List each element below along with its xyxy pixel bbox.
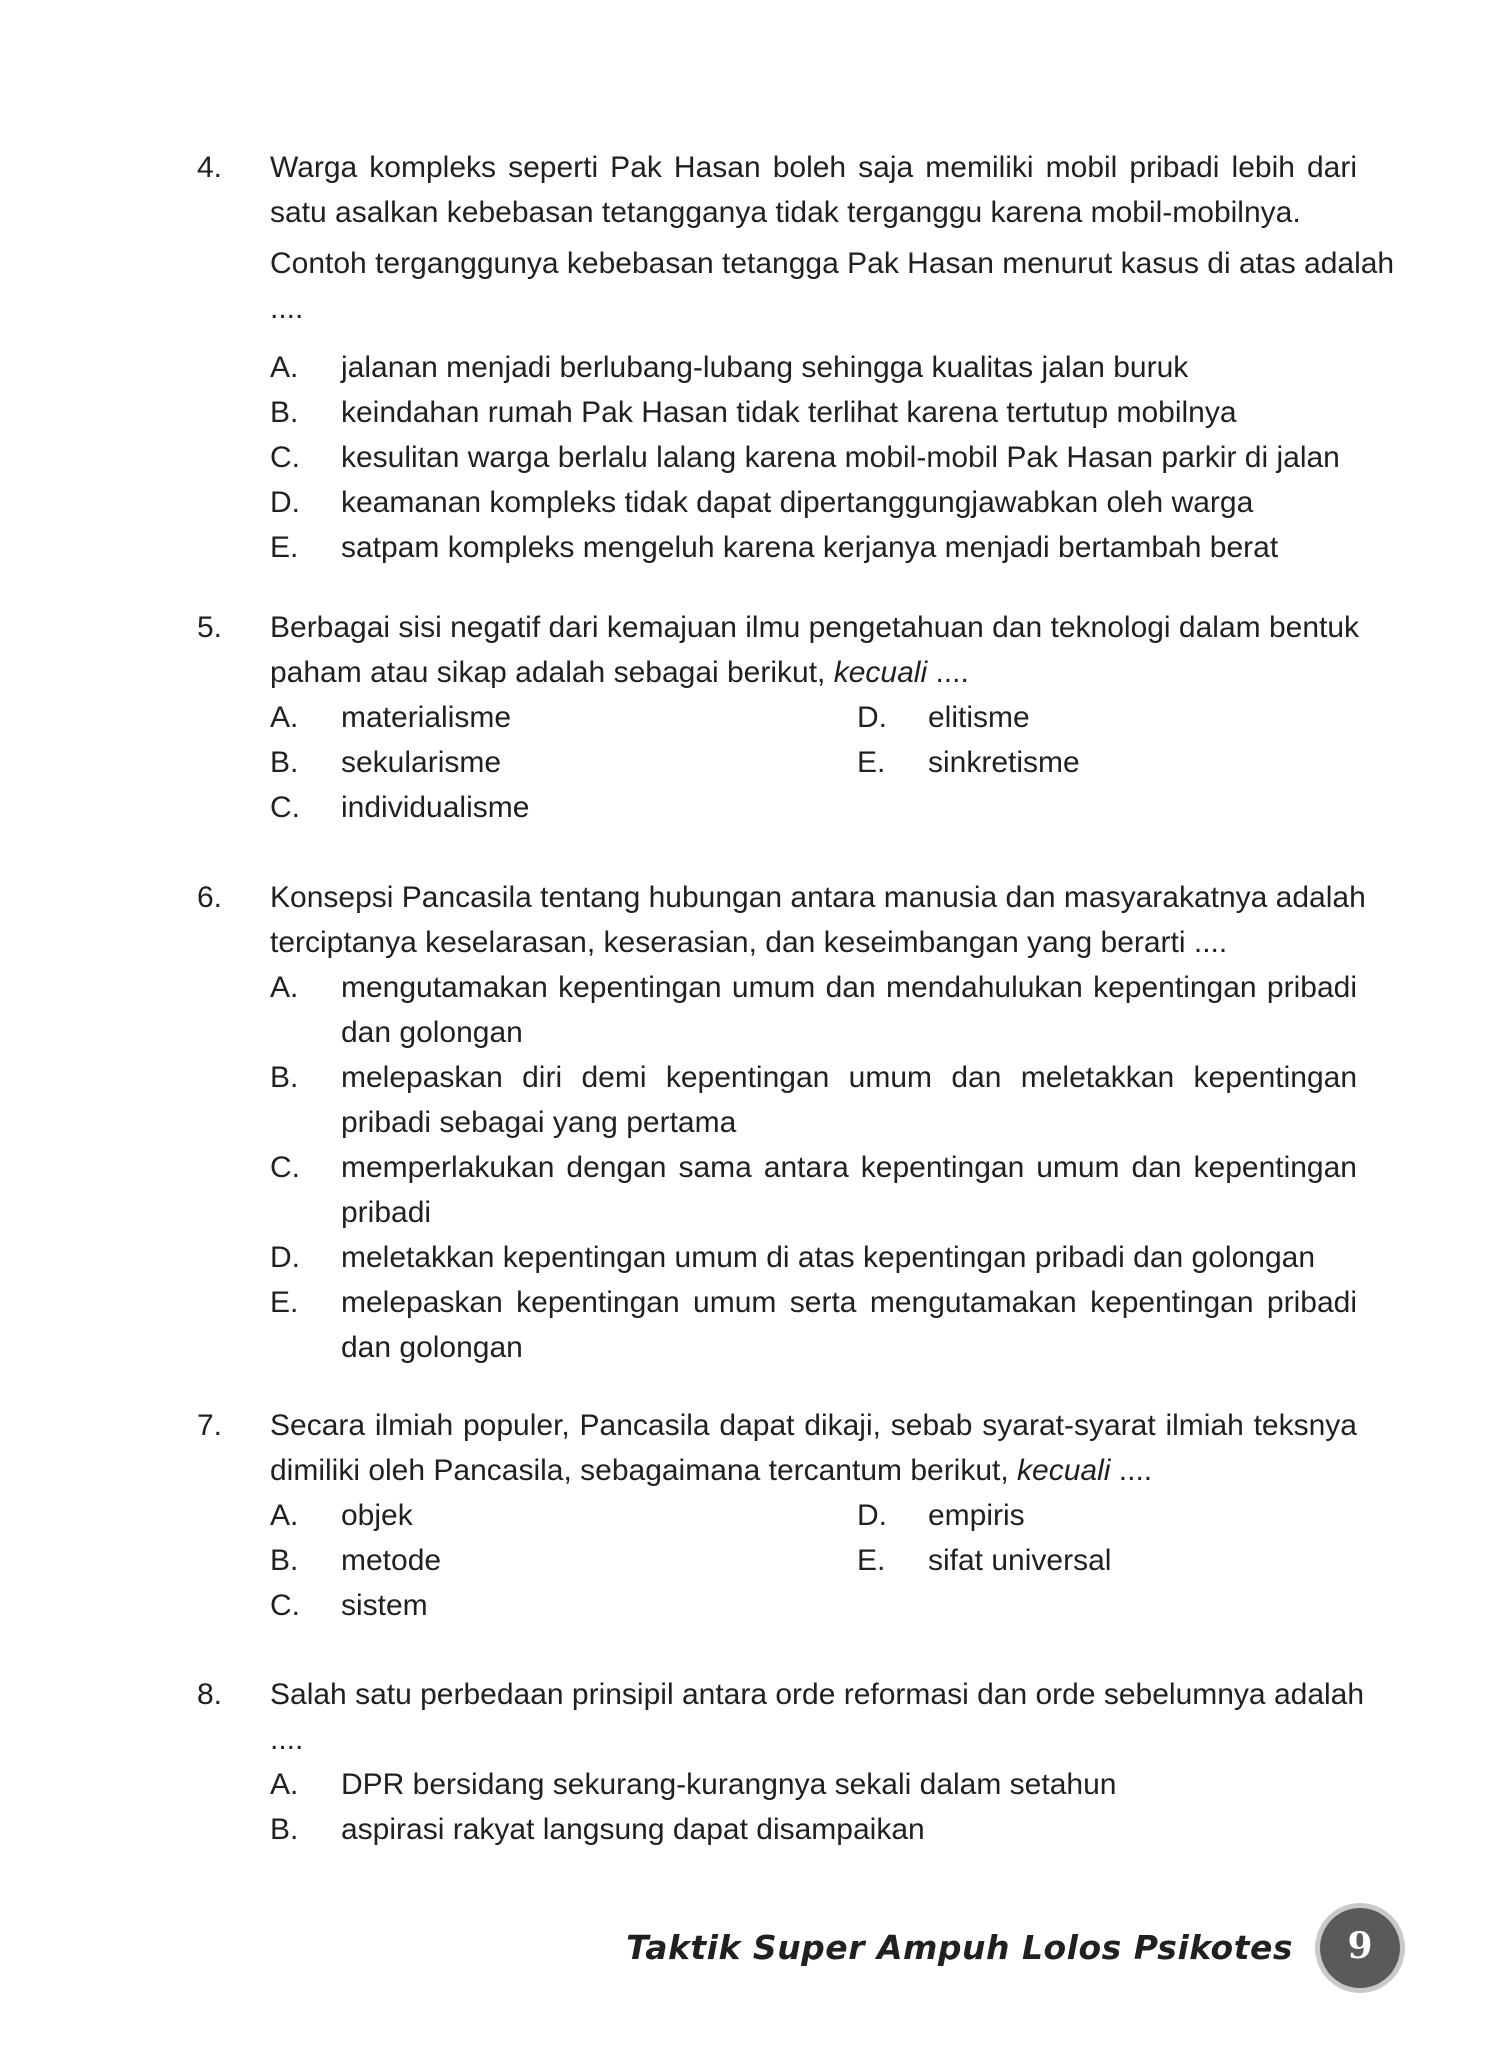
option-text: sekularisme bbox=[341, 746, 502, 779]
option-letter: A. bbox=[270, 351, 299, 384]
option-b[interactable] bbox=[270, 390, 1357, 435]
option-text: memperlakukan dengan sama antara kepentingan umum dan kepentingan bbox=[341, 1151, 1357, 1184]
question-7-line-1 bbox=[197, 1403, 1357, 1448]
option-text: aspirasi rakyat langsung dapat disampaikan bbox=[341, 1813, 925, 1846]
book-title: Taktik Super Ampuh Lolos Psikotes bbox=[626, 1928, 1293, 1967]
question-4-line-2 bbox=[197, 190, 1357, 235]
option-letter: C. bbox=[270, 1151, 300, 1184]
option-text: melepaskan kepentingan umum serta mengutamakan kepentingan pribadi bbox=[341, 1286, 1357, 1319]
question-4-line-1 bbox=[197, 145, 1357, 190]
option-letter: D. bbox=[857, 701, 887, 734]
question-text: Warga kompleks seperti Pak Hasan boleh saja memiliki mobil pribadi lebih dari bbox=[270, 151, 1357, 184]
question-4-line-4 bbox=[197, 286, 1357, 331]
question-8-line-2 bbox=[197, 1717, 1357, 1762]
question-6-line-1 bbox=[197, 875, 1366, 920]
option-letter: B. bbox=[270, 746, 299, 779]
option-text: dan golongan bbox=[341, 1331, 523, 1364]
answer-options bbox=[270, 345, 1357, 570]
question-text-part: .... bbox=[1110, 1454, 1153, 1487]
option-d[interactable] bbox=[270, 1235, 1357, 1280]
option-letter: B. bbox=[270, 1813, 299, 1846]
question-text: .... bbox=[270, 1723, 304, 1756]
option-text: metode bbox=[341, 1544, 442, 1577]
option-letter: A. bbox=[270, 971, 299, 1004]
page-number: 9 bbox=[1347, 1925, 1373, 1967]
option-b[interactable] bbox=[270, 1807, 1357, 1852]
option-letter: D. bbox=[270, 1241, 300, 1274]
option-letter: A. bbox=[270, 1768, 299, 1801]
option-letter: A. bbox=[270, 1499, 299, 1532]
question-4 bbox=[197, 145, 1395, 570]
option-letter: D. bbox=[857, 1499, 887, 1532]
question-text: Contoh terganggunya kebebasan tetangga Pak Hasan menurut kasus di atas adalah bbox=[270, 247, 1395, 280]
option-text: sistem bbox=[341, 1589, 428, 1622]
option-text: kesulitan warga berlalu lalang karena mobil-mobil Pak Hasan parkir di jalan bbox=[341, 441, 1340, 474]
option-text: individualisme bbox=[341, 791, 530, 824]
option-text: objek bbox=[341, 1499, 413, 1532]
option-d[interactable] bbox=[270, 480, 1357, 525]
option-a[interactable] bbox=[270, 965, 1357, 1055]
option-b[interactable] bbox=[270, 1055, 1357, 1145]
question-5-line-2 bbox=[197, 650, 1357, 695]
option-letter: E. bbox=[270, 1286, 299, 1319]
emphasis-text: kecuali bbox=[833, 656, 928, 689]
question-text: Konsepsi Pancasila tentang hubungan antara manusia dan masyarakatnya adalah bbox=[270, 881, 1366, 914]
question-6 bbox=[197, 875, 1366, 1370]
option-letter: B. bbox=[270, 1061, 299, 1094]
option-text: jalanan menjadi berlubang-lubang sehingga kualitas jalan buruk bbox=[341, 351, 1189, 384]
option-a[interactable] bbox=[270, 1762, 1357, 1807]
option-text: melepaskan diri demi kepentingan umum dan meletakkan kepentingan bbox=[341, 1061, 1357, 1094]
answer-options bbox=[270, 1762, 1357, 1852]
option-text: empiris bbox=[928, 1499, 1025, 1532]
option-letter: C. bbox=[270, 1589, 300, 1622]
option-text: keamanan kompleks tidak dapat dipertanggungjawabkan oleh warga bbox=[341, 486, 1254, 519]
option-letter: A. bbox=[270, 701, 299, 734]
question-number: 5. bbox=[197, 611, 223, 644]
option-text: pribadi sebagai yang pertama bbox=[341, 1106, 737, 1139]
answer-options bbox=[270, 965, 1357, 1370]
option-text: meletakkan kepentingan umum di atas kepentingan pribadi dan golongan bbox=[341, 1241, 1316, 1274]
question-number: 7. bbox=[197, 1409, 223, 1442]
option-letter: D. bbox=[270, 486, 300, 519]
question-text: satu asalkan kebebasan tetangganya tidak terganggu karena mobil-mobilnya. bbox=[270, 196, 1301, 229]
option-e[interactable] bbox=[270, 1280, 1357, 1370]
question-text-part: .... bbox=[927, 656, 969, 689]
answer-options bbox=[270, 695, 1357, 830]
option-c[interactable] bbox=[270, 1145, 1357, 1235]
question-text: .... bbox=[270, 292, 304, 325]
option-c[interactable] bbox=[270, 435, 1357, 480]
option-text: keindahan rumah Pak Hasan tidak terlihat karena tertutup mobilnya bbox=[341, 396, 1237, 429]
option-text: sinkretisme bbox=[928, 746, 1080, 779]
option-text: materialisme bbox=[341, 701, 512, 734]
option-letter: B. bbox=[270, 1544, 299, 1577]
question-text: Salah satu perbedaan prinsipil antara orde reformasi dan orde sebelumnya adalah bbox=[270, 1678, 1365, 1711]
question-4-line-3 bbox=[197, 241, 1395, 286]
answer-options bbox=[270, 1493, 1357, 1628]
question-text: terciptanya keselarasan, keserasian, dan keseimbangan yang berarti .... bbox=[270, 926, 1228, 959]
question-number: 4. bbox=[197, 151, 223, 184]
option-text: mengutamakan kepentingan umum dan mendahulukan kepentingan pribadi bbox=[341, 971, 1357, 1004]
emphasis-text: kecuali bbox=[1017, 1454, 1111, 1487]
option-text: elitisme bbox=[928, 701, 1030, 734]
option-text: sifat universal bbox=[928, 1544, 1112, 1577]
question-6-line-2 bbox=[197, 920, 1357, 965]
page-number-badge bbox=[1314, 1902, 1406, 1994]
question-7-line-2 bbox=[197, 1448, 1357, 1493]
question-number: 6. bbox=[197, 881, 223, 914]
question-text: Berbagai sisi negatif dari kemajuan ilmu pengetahuan dan teknologi dalam bentuk bbox=[270, 611, 1360, 644]
question-number: 8. bbox=[197, 1678, 223, 1711]
question-text bbox=[270, 650, 1357, 695]
question-5-line-1 bbox=[197, 605, 1360, 650]
option-text: pribadi bbox=[341, 1196, 432, 1229]
question-8 bbox=[197, 1672, 1365, 1852]
question-text: Secara ilmiah populer, Pancasila dapat dikaji, sebab syarat-syarat ilmiah teksnya bbox=[270, 1409, 1357, 1442]
option-letter: B. bbox=[270, 396, 299, 429]
question-text bbox=[270, 1448, 1357, 1493]
option-text: DPR bersidang sekurang-kurangnya sekali dalam setahun bbox=[341, 1768, 1117, 1801]
question-5 bbox=[197, 605, 1360, 830]
option-text: satpam kompleks mengeluh karena kerjanya menjadi bertambah berat bbox=[341, 531, 1279, 564]
option-letter: E. bbox=[857, 1544, 886, 1577]
option-letter: C. bbox=[270, 791, 300, 824]
option-text: dan golongan bbox=[341, 1016, 523, 1049]
question-text-part: paham atau sikap adalah sebagai berikut, bbox=[270, 656, 834, 689]
question-text-part: dimiliki oleh Pancasila, sebagaimana tercantum berikut, bbox=[270, 1454, 1018, 1487]
option-e[interactable] bbox=[270, 525, 1357, 570]
question-8-line-1 bbox=[197, 1672, 1365, 1717]
option-letter: E. bbox=[270, 531, 299, 564]
option-letter: E. bbox=[857, 746, 886, 779]
option-letter: C. bbox=[270, 441, 300, 474]
question-7 bbox=[197, 1403, 1357, 1628]
option-a[interactable] bbox=[270, 345, 1357, 390]
